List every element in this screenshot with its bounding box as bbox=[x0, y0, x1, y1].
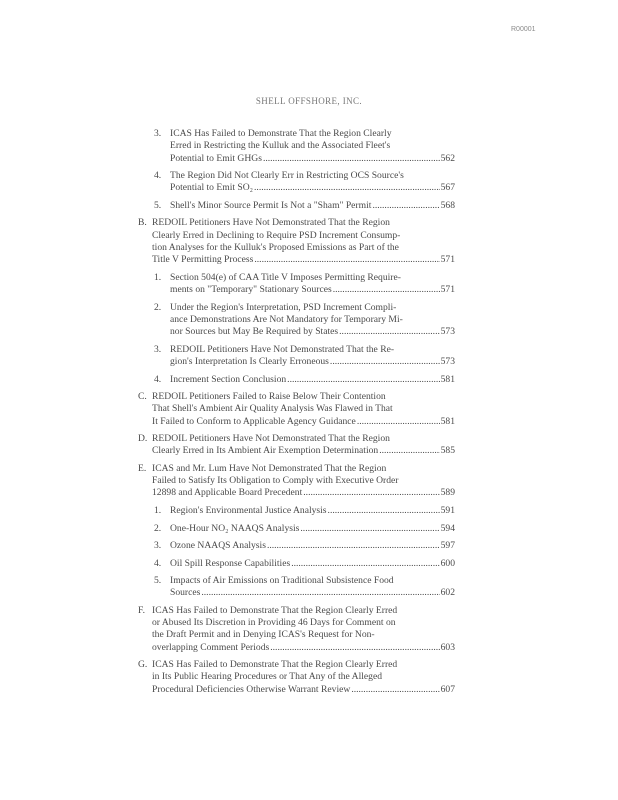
toc-page-number: 567 bbox=[440, 182, 455, 194]
toc-entry-line: The Region Did Not Clearly Err in Restricting OCS Source's bbox=[170, 170, 404, 182]
toc-entry-line: Impacts of Air Emissions on Traditional Subsistence Food bbox=[170, 575, 394, 586]
toc-entry[interactable] bbox=[138, 217, 455, 266]
toc-entry-line: in Its Public Hearing Procedures or That Any of the Alleged bbox=[152, 671, 383, 683]
toc-entry-line: It Failed to Conform to Applicable Agency Guidance bbox=[152, 415, 356, 427]
toc-entry-line: REDOIL Petitioners Have Not Demonstrated That the Region bbox=[152, 217, 390, 229]
toc-entry-number: 5. bbox=[154, 199, 162, 211]
toc-entry-number: 4. bbox=[154, 557, 162, 569]
toc-entry-line: REDOIL Petitioners Have Not Demonstrated That the Re- bbox=[170, 343, 395, 355]
toc-entry[interactable] bbox=[154, 344, 455, 369]
toc-entry[interactable] bbox=[154, 575, 455, 600]
toc-entry-line: Ozone NAAQS Analysis bbox=[170, 540, 266, 551]
toc-entry-number: E. bbox=[138, 462, 147, 474]
toc-entry-number: 4. bbox=[154, 170, 162, 182]
toc-entry-number: 2. bbox=[154, 522, 162, 534]
dot-leader bbox=[254, 254, 439, 266]
dot-leader bbox=[254, 182, 440, 194]
toc-page-number: 581 bbox=[440, 373, 455, 385]
toc-entry-line: Sources bbox=[170, 587, 201, 599]
toc-entry-line: Oil Spill Response Capabilities bbox=[170, 557, 291, 569]
toc-entry-line: REDOIL Petitioners Have Not Demonstrated That the Region bbox=[152, 433, 390, 445]
dot-leader bbox=[357, 416, 440, 428]
toc-entry[interactable] bbox=[138, 391, 455, 428]
toc-entry-line: nor Sources but May Be Required by States bbox=[170, 326, 339, 338]
dot-leader bbox=[379, 445, 439, 457]
toc-entry-line: 12898 and Applicable Board Precedent bbox=[152, 487, 303, 499]
toc-entry-line: ance Demonstrations Are Not Mandatory for Temporary Mi- bbox=[170, 313, 403, 325]
toc-entry-line: Title V Permitting Process bbox=[152, 254, 254, 266]
toc-entry[interactable] bbox=[154, 302, 455, 339]
toc-entry-number: 5. bbox=[154, 575, 162, 586]
dot-leader bbox=[303, 487, 439, 499]
toc-entry[interactable] bbox=[154, 523, 455, 535]
toc-entry-line: Potential to Emit GHGs bbox=[170, 152, 262, 164]
toc-page-number: 607 bbox=[440, 683, 455, 695]
toc-entry[interactable] bbox=[154, 374, 455, 386]
toc-entry[interactable] bbox=[138, 463, 455, 500]
toc-entry-line: ICAS and Mr. Lum Have Not Demonstrated That the Region bbox=[152, 462, 387, 474]
toc-page-number: 603 bbox=[440, 641, 455, 653]
toc-entry-line: ICAS Has Failed to Demonstrate That the Region Clearly Erred bbox=[152, 659, 398, 671]
toc-entry-line: Potential to Emit SO₂ bbox=[170, 182, 254, 194]
dot-leader bbox=[351, 684, 439, 696]
dot-leader bbox=[291, 558, 439, 570]
toc-entry-number: 1. bbox=[154, 271, 162, 283]
running-head: SHELL OFFSHORE, INC. bbox=[255, 96, 363, 106]
toc-entry-number: B. bbox=[138, 217, 147, 229]
toc-entry[interactable] bbox=[138, 605, 455, 654]
toc-page-number: 591 bbox=[440, 505, 455, 516]
toc-entry-number: F. bbox=[138, 604, 145, 616]
toc-entry-number: 3. bbox=[154, 128, 162, 139]
toc-entry[interactable] bbox=[154, 128, 455, 165]
toc-entry-line: Shell's Minor Source Permit Is Not a "Sham" Permit bbox=[170, 199, 372, 211]
dot-leader bbox=[270, 642, 439, 654]
toc-page-number: 571 bbox=[440, 284, 455, 296]
toc-entry-line: gion's Interpretation Is Clearly Erroneous bbox=[170, 355, 329, 367]
toc-entry-line: One-Hour NO₂ NAAQS Analysis bbox=[170, 522, 300, 534]
dot-leader bbox=[372, 200, 439, 212]
toc-entry-line: ICAS Has Failed to Demonstrate That the Region Clearly Erred bbox=[152, 604, 398, 616]
dot-leader bbox=[333, 284, 440, 296]
toc-entry-line: Under the Region's Interpretation, PSD Increment Compli- bbox=[170, 301, 397, 313]
toc-page-number: 589 bbox=[440, 487, 455, 499]
toc-entry-line: Clearly Erred in Its Ambient Air Exemption Determination bbox=[152, 445, 379, 457]
dot-leader bbox=[267, 540, 440, 552]
toc-entry-line: overlapping Comment Periods bbox=[152, 641, 270, 653]
toc-page-number: 585 bbox=[440, 445, 455, 457]
toc-entry-line: Procedural Deficiencies Otherwise Warrant Review bbox=[152, 683, 351, 695]
dot-leader bbox=[300, 523, 439, 535]
toc-entry-line: the Draft Permit and in Denying ICAS's Request for Non- bbox=[152, 629, 375, 641]
toc-entry[interactable] bbox=[154, 272, 455, 297]
toc-entry-line: ICAS Has Failed to Demonstrate That the Region Clearly bbox=[170, 128, 392, 139]
dot-leader bbox=[328, 505, 440, 517]
toc-entry-number: 3. bbox=[154, 343, 162, 355]
toc-entry-line: ments on "Temporary" Stationary Sources bbox=[170, 284, 332, 296]
dot-leader bbox=[339, 326, 439, 338]
toc-entry-number: G. bbox=[138, 659, 148, 671]
toc-entry-line: That Shell's Ambient Air Quality Analysis Was Flawed in That bbox=[152, 403, 393, 415]
toc-entry[interactable] bbox=[138, 659, 455, 696]
toc-page-number: 600 bbox=[440, 557, 455, 569]
page-id: R00001 bbox=[511, 26, 536, 33]
dot-leader bbox=[263, 153, 440, 165]
toc-entry[interactable] bbox=[138, 433, 455, 458]
toc-entry-line: tion Analyses for the Kulluk's Proposed Emissions as Part of the bbox=[152, 241, 399, 253]
toc-page-number: 562 bbox=[440, 152, 455, 164]
toc-entry-line: Section 504(e) of CAA Title V Imposes Permitting Require- bbox=[170, 271, 401, 283]
toc-entry-line: Clearly Erred in Declining to Require PSD Increment Consump- bbox=[152, 229, 401, 241]
dot-leader bbox=[287, 374, 439, 386]
toc-entry-number: D. bbox=[138, 433, 148, 445]
toc-entry-line: Increment Section Conclusion bbox=[170, 373, 287, 385]
toc-entry-number: 3. bbox=[154, 540, 162, 551]
toc-page-number: 571 bbox=[440, 254, 455, 266]
toc-entry-line: or Abused Its Discretion in Providing 46 Days for Comment on bbox=[152, 617, 396, 629]
toc-entry-line: Failed to Satisfy Its Obligation to Comply with Executive Order bbox=[152, 475, 399, 487]
toc-entry-number: 4. bbox=[154, 373, 162, 385]
toc-page-number: 573 bbox=[440, 355, 455, 367]
toc-page-number: 581 bbox=[440, 415, 455, 427]
dot-leader bbox=[330, 356, 440, 368]
toc-page-number: 602 bbox=[440, 587, 455, 599]
toc-entry[interactable] bbox=[154, 200, 455, 212]
toc-page-number: 594 bbox=[440, 522, 455, 534]
toc-entry[interactable] bbox=[154, 505, 455, 517]
toc-entry-number: C. bbox=[138, 391, 147, 402]
toc-page-number: 568 bbox=[440, 199, 455, 211]
dot-leader bbox=[201, 587, 439, 599]
toc-entry-number: 1. bbox=[154, 505, 162, 516]
toc-entry[interactable] bbox=[154, 540, 455, 552]
toc-page-number: 597 bbox=[440, 540, 455, 551]
toc-entry-number: 2. bbox=[154, 301, 162, 313]
toc-page-number: 573 bbox=[440, 326, 455, 338]
toc-entry[interactable] bbox=[154, 558, 455, 570]
toc-entry-line: Region's Environmental Justice Analysis bbox=[170, 505, 327, 516]
toc-entry[interactable] bbox=[154, 170, 455, 195]
toc-entry-line: Erred in Restricting the Kulluk and the Associated Fleet's bbox=[170, 140, 391, 152]
toc-entry-line: REDOIL Petitioners Failed to Raise Below Their Contention bbox=[152, 391, 386, 402]
